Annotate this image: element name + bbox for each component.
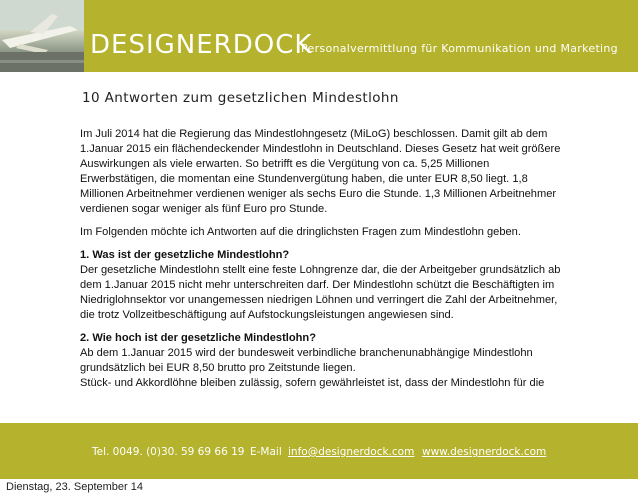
question-1-answer: Der gesetzliche Mindestlohn stellt eine feste Lohngrenze dar, die der Arbeitgeber grundsätzlich ab dem 1.Januar 2015 nicht mehr unterschreiten darf. Der Mindestlohn schützt die Beschäftigten im Niedriglohnsektor vor unangemessen niedrigen Löhnen und verringert die Zahl der Arbeitnehmer, die trotz Vollzeitbeschäftigung auf Aufstockungsleistungen angewiesen sind. xyxy=(80,264,561,321)
brand-name: DESIGNERDOCK xyxy=(90,30,313,60)
page-title: 10 Antworten zum gesetzlichen Mindestlohn xyxy=(82,90,399,106)
brand-tagline: Personalvermittlung für Kommunikation und Marketing xyxy=(301,42,618,55)
phone-number: Tel. 0049. (0)30. 59 69 66 19 xyxy=(92,446,245,458)
question-2 xyxy=(80,331,568,391)
logo-photo xyxy=(0,0,84,72)
intro-paragraph: Im Juli 2014 hat die Regierung das Mindestlohngesetz (MiLoG) beschlossen. Damit gilt ab dem 1.Januar 2015 ein flächendeckender Mindestlohn in Deutschland. Dieses Gesetz hat weit größere Auswirkungen als viele erwarten. So betrifft es die Vergütung von ca. 5,25 Millionen Erwerbstätigen, die momentan eine Stundenvergütung haben, die unter EUR 8,50 liegt. 1,8 Millionen Arbeitnehmer verdienen weniger als sechs Euro die Stunde. 1,3 Millionen Arbeitnehmer verdienen sogar weniger als fünf Euro pro Stunde. xyxy=(80,128,561,215)
question-1 xyxy=(80,248,568,323)
document-body xyxy=(80,127,568,399)
email-link[interactable]: info@designerdock.com xyxy=(288,446,415,458)
airplane-icon xyxy=(0,0,84,72)
header-bar xyxy=(0,0,638,72)
website-link[interactable]: www.designerdock.com xyxy=(422,446,547,458)
question-2-answer-continued: Stück- und Akkordlöhne bleiben zulässig, sofern gewährleistet ist, dass der Mindestlohn für die xyxy=(80,377,545,389)
question-1-title: 1. Was ist der gesetzliche Mindestlohn? xyxy=(80,249,290,261)
question-2-answer: Ab dem 1.Januar 2015 wird der bundesweit verbindliche branchenunabhängige Mindestlohn grundsätzlich bei EUR 8,50 brutto pro Zeitstunde liegen. xyxy=(80,347,533,374)
date-stamp: Dienstag, 23. September 14 xyxy=(6,481,143,493)
email-label: E-Mail xyxy=(250,446,282,458)
lead-paragraph: Im Folgenden möchte ich Antworten auf die dringlichsten Fragen zum Mindestlohn geben. xyxy=(80,226,521,238)
question-2-title: 2. Wie hoch ist der gesetzliche Mindestlohn? xyxy=(80,332,316,344)
